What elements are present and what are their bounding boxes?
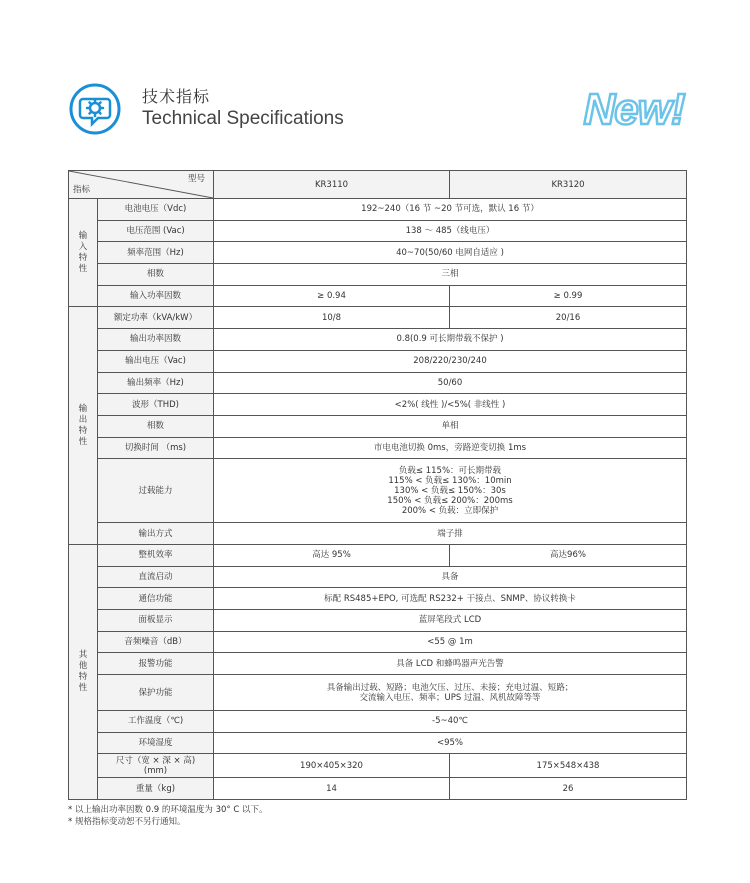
group-label-text: 输入特性 (78, 230, 88, 274)
value-kr3110: 10/8 (214, 307, 450, 329)
value-merged: <2%( 线性 )/<5%( 非线性 ) (214, 394, 687, 416)
spec-label: 电压范围 (Vac) (98, 220, 214, 242)
spec-label: 相数 (98, 415, 214, 437)
corner-spec-label: 指标 (73, 185, 91, 195)
model-header-kr3110: KR3110 (214, 171, 450, 199)
value-merged: 50/60 (214, 372, 687, 394)
value-merged: 单相 (214, 415, 687, 437)
table-header-row (69, 171, 687, 199)
spec-label: 额定功率（kVA/kW） (98, 307, 214, 329)
value-merged: 138 ～ 485（线电压） (214, 220, 687, 242)
value-merged: -5~40℃ (214, 711, 687, 733)
value-kr3110: 高达 95% (214, 544, 450, 566)
value-kr3120: 高达96% (450, 544, 687, 566)
footnote-item: * 规格指标变动恕不另行通知。 (68, 817, 186, 827)
value-line: 150% < 负载≤ 200%：200ms (387, 495, 513, 506)
value-merged: 具备 LCD 和蜂鸣器声光告警 (214, 653, 687, 675)
table-row (69, 523, 687, 545)
value-kr3120: 175×548×438 (450, 754, 687, 778)
value-merged: <95% (214, 732, 687, 754)
table-row (69, 544, 687, 566)
group-label-text: 输出特性 (78, 403, 88, 447)
spec-label: 音频噪音（dB） (98, 631, 214, 653)
spec-label: 输出方式 (98, 523, 214, 545)
table-row (69, 631, 687, 653)
spec-label (98, 754, 214, 778)
table-row (69, 415, 687, 437)
value-line: 负载≤ 115%：可长期带载 (398, 465, 502, 476)
value-merged: 具备 (214, 566, 687, 588)
spec-label: 整机效率 (98, 544, 214, 566)
spec-label: 直流启动 (98, 566, 214, 588)
spec-label: 环境湿度 (98, 732, 214, 754)
value-merged: 市电电池切换 0ms，旁路逆变切换 1ms (214, 437, 687, 459)
table-row (69, 264, 687, 286)
value-line: 具备输出过载、短路；电池欠压、过压、未接；充电过温、短路； (326, 682, 574, 693)
value-kr3120: 26 (450, 778, 687, 800)
new-badge (576, 82, 692, 132)
table-row (69, 329, 687, 351)
table-row (69, 588, 687, 610)
header-corner (69, 171, 214, 199)
corner-model-label: 型号 (187, 174, 205, 184)
table-row (69, 372, 687, 394)
value-merged: 蓝屏笔段式 LCD (214, 610, 687, 632)
value-merged: <55 @ 1m (214, 631, 687, 653)
value-merged: 40~70(50/60 电网自适应 ) (214, 242, 687, 264)
table-row (69, 307, 687, 329)
spec-label: 保护功能 (98, 675, 214, 711)
value-kr3110: ≥ 0.94 (214, 285, 450, 307)
spec-label: 输入功率因数 (98, 285, 214, 307)
table-row (69, 350, 687, 372)
group-label (69, 199, 98, 307)
spec-label: 输出电压（Vac) (98, 350, 214, 372)
spec-label-line: (mm) (143, 765, 168, 776)
value-kr3110: 190×405×320 (214, 754, 450, 778)
spec-label: 输出功率因数 (98, 329, 214, 351)
spec-label: 频率范围（Hz) (98, 242, 214, 264)
value-merged: 192~240（16 节 ~20 节可选，默认 16 节） (214, 199, 687, 221)
spec-label: 波形（THD) (98, 394, 214, 416)
value-merged: 标配 RS485+EPO, 可选配 RS232+ 干接点、SNMP、协议转换卡 (214, 588, 687, 610)
value-line: 130% < 负载≤ 150%：30s (394, 485, 506, 496)
spec-label: 输出频率（Hz) (98, 372, 214, 394)
spec-label: 切换时间 （ms) (98, 437, 214, 459)
spec-label: 过载能力 (98, 459, 214, 523)
spec-label: 工作温度（℃) (98, 711, 214, 733)
title-english: Technical Specifications (142, 108, 344, 129)
title-chinese: 技术指标 (142, 87, 211, 106)
spec-label: 重量（kg) (98, 778, 214, 800)
value-kr3110: 14 (214, 778, 450, 800)
table-row (69, 675, 687, 711)
gear-in-bubble-icon (68, 82, 122, 136)
table-row (69, 778, 687, 800)
table-row (69, 754, 687, 778)
table-row (69, 437, 687, 459)
table-row (69, 220, 687, 242)
table-row (69, 732, 687, 754)
value-kr3120: ≥ 0.99 (450, 285, 687, 307)
footnote-item: * 以上输出功率因数 0.9 的环境温度为 30° C 以下。 (68, 805, 268, 815)
group-label (69, 307, 98, 545)
new-badge-text: New! (583, 85, 685, 132)
value-merged: 208/220/230/240 (214, 350, 687, 372)
spec-label: 通信功能 (98, 588, 214, 610)
table-row (69, 566, 687, 588)
value-line: 200% < 负载：立即保护 (401, 505, 499, 516)
spec-label: 面板显示 (98, 610, 214, 632)
table-row (69, 711, 687, 733)
spec-label: 电池电压（Vdc) (98, 199, 214, 221)
table-row (69, 242, 687, 264)
value-merged: 端子排 (214, 523, 687, 545)
value-merged (214, 675, 687, 711)
table-row (69, 610, 687, 632)
group-label (69, 544, 98, 799)
spec-label: 相数 (98, 264, 214, 286)
spec-label: 报警功能 (98, 653, 214, 675)
value-kr3120: 20/16 (450, 307, 687, 329)
table-row (69, 459, 687, 523)
spec-table (68, 170, 687, 800)
value-merged: 0.8(0.9 可长期带载不保护 ) (214, 329, 687, 351)
table-row (69, 394, 687, 416)
value-line: 115% < 负载≤ 130%：10min (388, 475, 512, 486)
page-header (68, 82, 688, 142)
value-merged (214, 459, 687, 523)
spec-label-line: 尺寸（宽 × 深 × 高) (115, 755, 196, 766)
table-row (69, 199, 687, 221)
group-label-text: 其他特性 (78, 650, 88, 694)
value-merged: 三相 (214, 264, 687, 286)
table-row (69, 285, 687, 307)
value-line: 交流输入电压、频率；UPS 过温、风机故障等等 (359, 692, 541, 703)
model-header-kr3120: KR3120 (450, 171, 687, 199)
footnotes (68, 804, 267, 828)
table-row (69, 653, 687, 675)
